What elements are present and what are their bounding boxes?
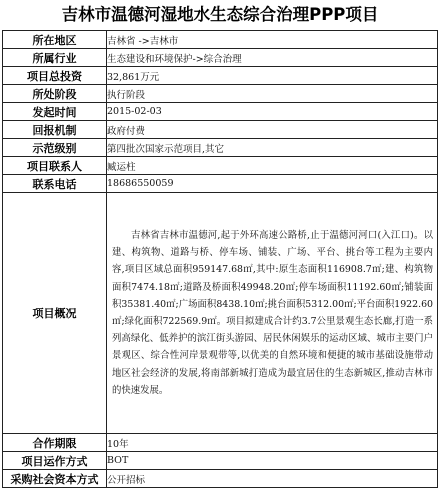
return-mechanism-label: 回报机制 xyxy=(3,121,107,139)
contact-phone-value: 18686550059 xyxy=(107,175,438,193)
table-row-overview xyxy=(3,193,438,434)
initiation-date-value: 2015-02-03 xyxy=(107,103,438,121)
stage-value: 执行阶段 xyxy=(107,85,438,103)
region-value: 吉林省 ->吉林市 xyxy=(107,31,438,49)
total-investment-label: 项目总投资 xyxy=(3,67,107,85)
contact-person-value: 臧运柱 xyxy=(107,157,438,175)
table-row-cooperation-period xyxy=(3,434,438,452)
contact-person-label: 项目联系人 xyxy=(3,157,107,175)
table-row-total-investment xyxy=(3,67,438,85)
table-row-contact-person xyxy=(3,157,438,175)
table-row-return-mechanism xyxy=(3,121,438,139)
region-label: 所在地区 xyxy=(3,31,107,49)
cooperation-period-label: 合作期限 xyxy=(3,434,107,452)
table-row-industry xyxy=(3,49,438,67)
initiation-date-label: 发起时间 xyxy=(3,103,107,121)
procurement-method-value: 公开招标 xyxy=(107,470,438,488)
table-row-contact-phone xyxy=(3,175,438,193)
page-title: 吉林市温德河湿地水生态综合治理PPP项目 xyxy=(61,5,379,24)
table-row-stage xyxy=(3,85,438,103)
total-investment-value: 32,861万元 xyxy=(107,67,438,85)
industry-label: 所属行业 xyxy=(3,49,107,67)
table-row-region xyxy=(3,31,438,49)
demo-level-value: 第四批次国家示范项目,其它 xyxy=(107,139,438,157)
overview-text: 吉林省吉林市温德河,起于外环高速公路桥,止于温德河河口(入江口)。以建、构筑物、道路与桥、停车场、铺装、广场、平台、挑台等工程为主要内容,项目区域总面积959147.68㎡,其中:原生态面积116908.7㎡;建、构筑物面积7474.18㎡;道路及桥面积49948.20㎡;停车场面积11192.60㎡;铺装面积35381.40㎡;广场面积8438.10㎡;挑台面积5312.00㎡;平台面积1922.60㎡;绿化面积722569.9㎡。项目拟建成合计约3.7公里景观生态长廊,打造一系列高绿化、低养护的滨江街头游园、居民休闲娱乐的运动区域、城市主要门户景观区、综合性河岸景观带等,以优美的自然环境和便捷的城市基础设施带动地区社会经济的发展,将南部新城打造成为最宜居住的生态新城区,推动吉林市的快速发展。 xyxy=(107,193,438,434)
overview-label: 项目概况 xyxy=(3,193,107,434)
table-row-procurement-method xyxy=(3,470,438,488)
return-mechanism-value: 政府付费 xyxy=(107,121,438,139)
contact-phone-label: 联系电话 xyxy=(3,175,107,193)
table-row-initiation-date xyxy=(3,103,438,121)
table-row-demo-level xyxy=(3,139,438,157)
procurement-method-label: 采购社会资本方式 xyxy=(3,470,107,488)
project-info-table xyxy=(2,30,438,488)
operation-mode-value: BOT xyxy=(107,452,438,470)
cooperation-period-value: 10年 xyxy=(107,434,438,452)
operation-mode-label: 项目运作方式 xyxy=(3,452,107,470)
stage-label: 所处阶段 xyxy=(3,85,107,103)
table-row-operation-mode xyxy=(3,452,438,470)
industry-value: 生态建设和环境保护->综合治理 xyxy=(107,49,438,67)
demo-level-label: 示范级别 xyxy=(3,139,107,157)
